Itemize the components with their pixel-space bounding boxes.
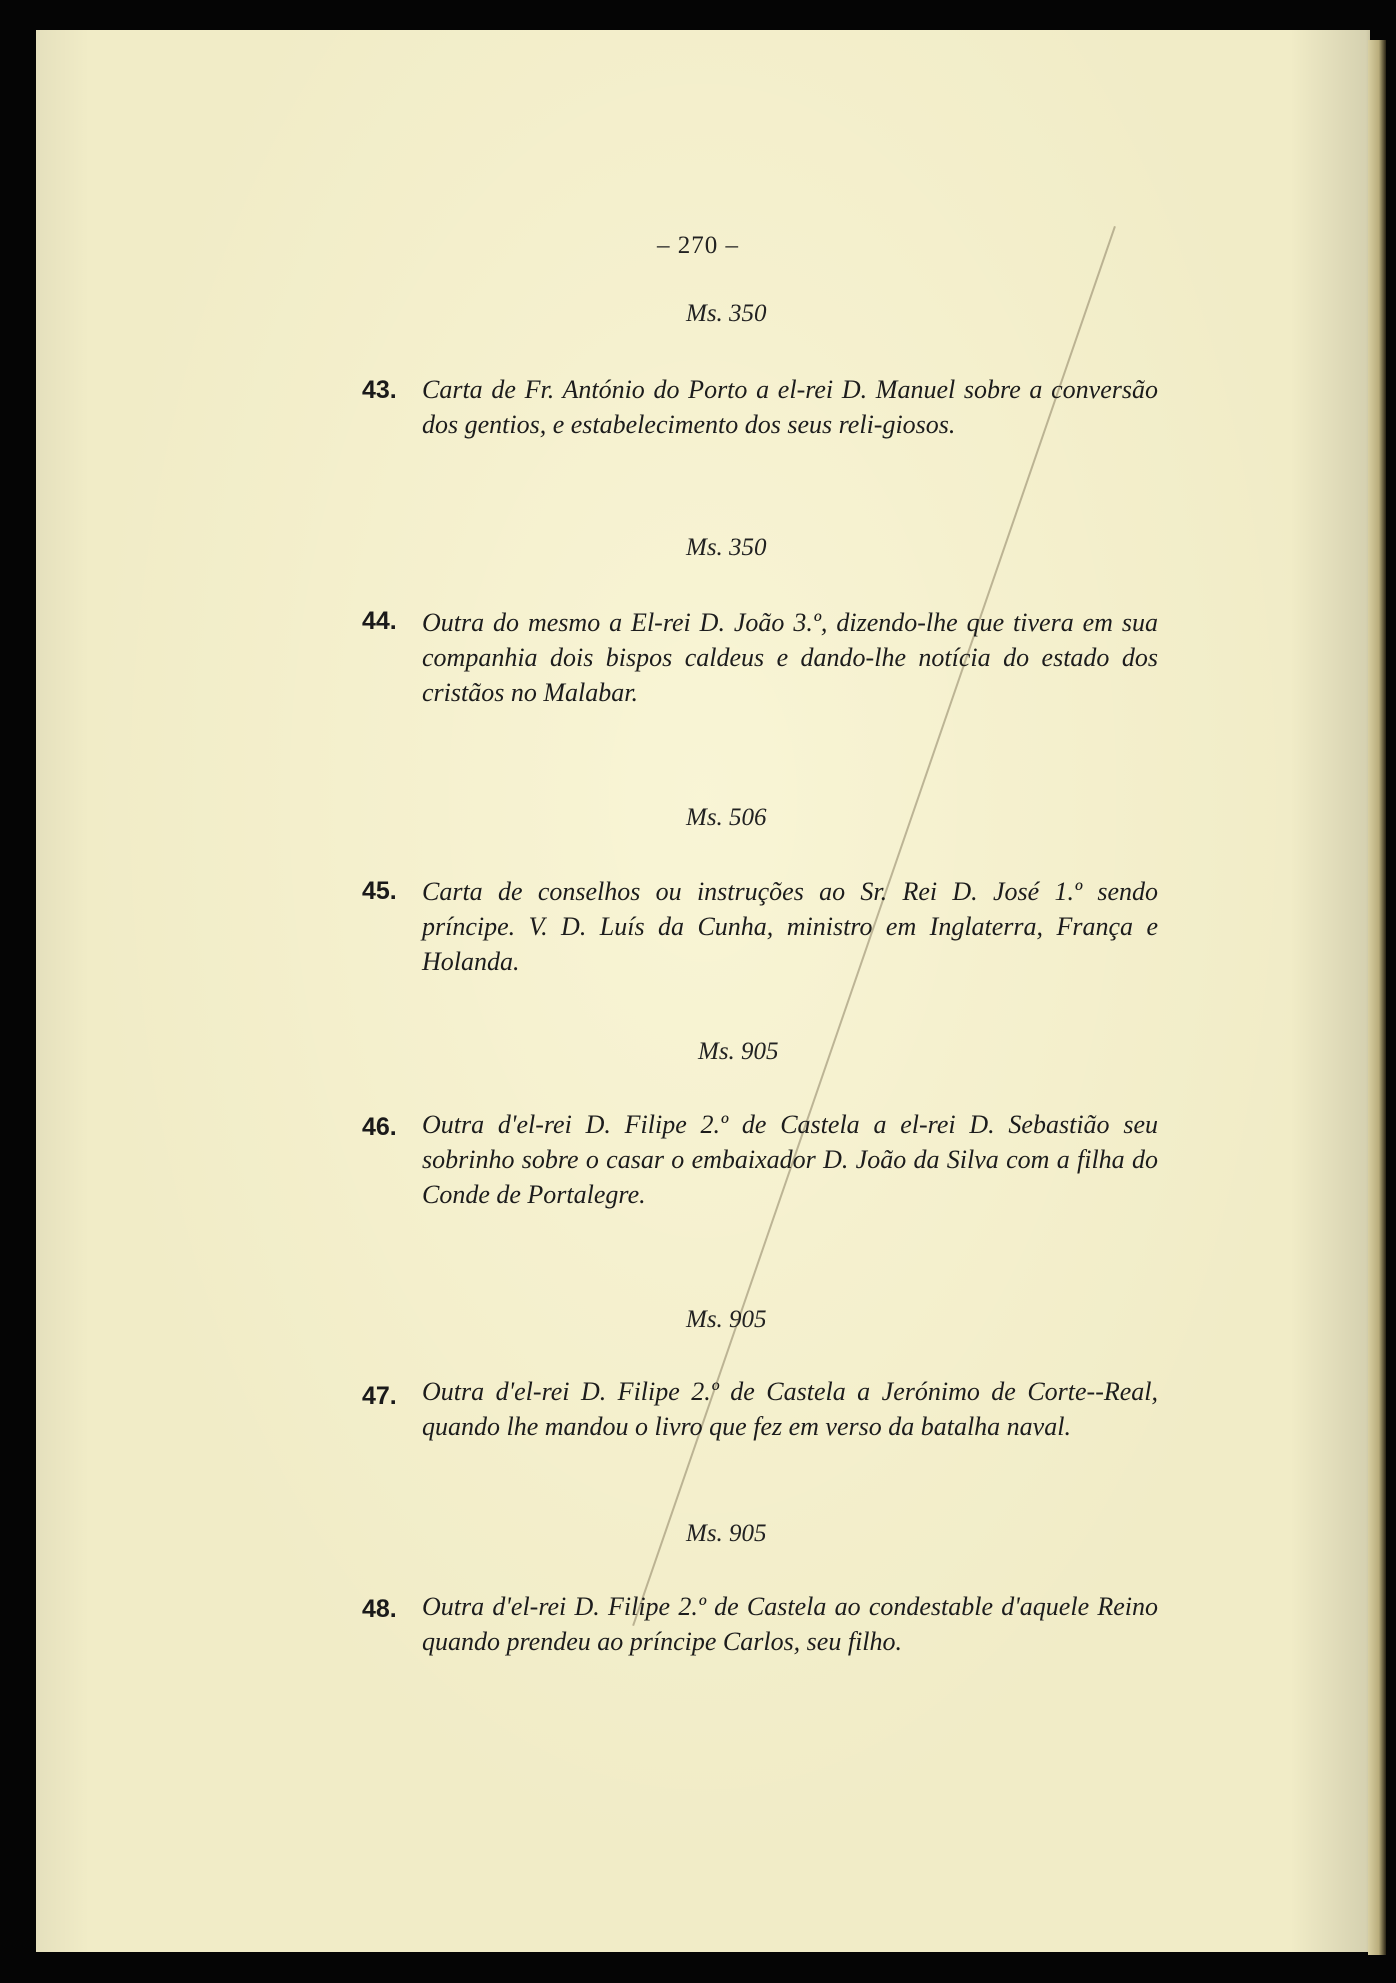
- entry-text: Outra d'el-rei D. Filipe 2.º de Castela ao condestable d'aquele Reino quando prendeu ao príncipe Carlos, seu filho.: [422, 1592, 1158, 1656]
- manuscript-reference: Ms. 905: [698, 1038, 779, 1065]
- manuscript-reference: Ms. 350: [686, 534, 767, 561]
- manuscript-reference: Ms. 350: [686, 300, 767, 327]
- entry-number: 46.: [362, 1113, 397, 1141]
- entry-text: Carta de conselhos ou instruções ao Sr. Rei D. José 1.º sendo príncipe. V. D. Luís da Cunha, ministro em Inglaterra, França e Holanda.: [422, 877, 1158, 976]
- entry-text: Outra do mesmo a El-rei D. João 3.º, dizendo-lhe que tivera em sua companhia dois bispos caldeus e dando-lhe notícia do estado dos cristãos no Malabar.: [422, 608, 1158, 707]
- entry-number: 45.: [362, 877, 397, 905]
- page-number: – 270 –: [657, 232, 739, 259]
- entry-number: 48.: [362, 1595, 397, 1623]
- manuscript-reference: Ms. 905: [686, 1520, 767, 1547]
- entry-text: Outra d'el-rei D. Filipe 2.º de Castela a Jerónimo de Corte--Real, quando lhe mandou o livro que fez em verso da batalha naval.: [422, 1377, 1158, 1441]
- entry-text: Carta de Fr. António do Porto a el-rei D. Manuel sobre a conversão dos gentios, e estabelecimento dos seus reli-giosos.: [422, 375, 1158, 439]
- entry-number: 43.: [362, 376, 397, 404]
- manuscript-reference: Ms. 506: [686, 804, 767, 831]
- manuscript-reference: Ms. 905: [686, 1306, 767, 1333]
- page-edge: [1368, 40, 1386, 1955]
- entry-text: Outra d'el-rei D. Filipe 2.º de Castela a el-rei D. Sebastião seu sobrinho sobre o casar o embaixador D. João da Silva com a filha do Conde de Portalegre.: [422, 1110, 1158, 1209]
- entry-number: 44.: [362, 607, 397, 635]
- entry-number: 47.: [362, 1382, 397, 1410]
